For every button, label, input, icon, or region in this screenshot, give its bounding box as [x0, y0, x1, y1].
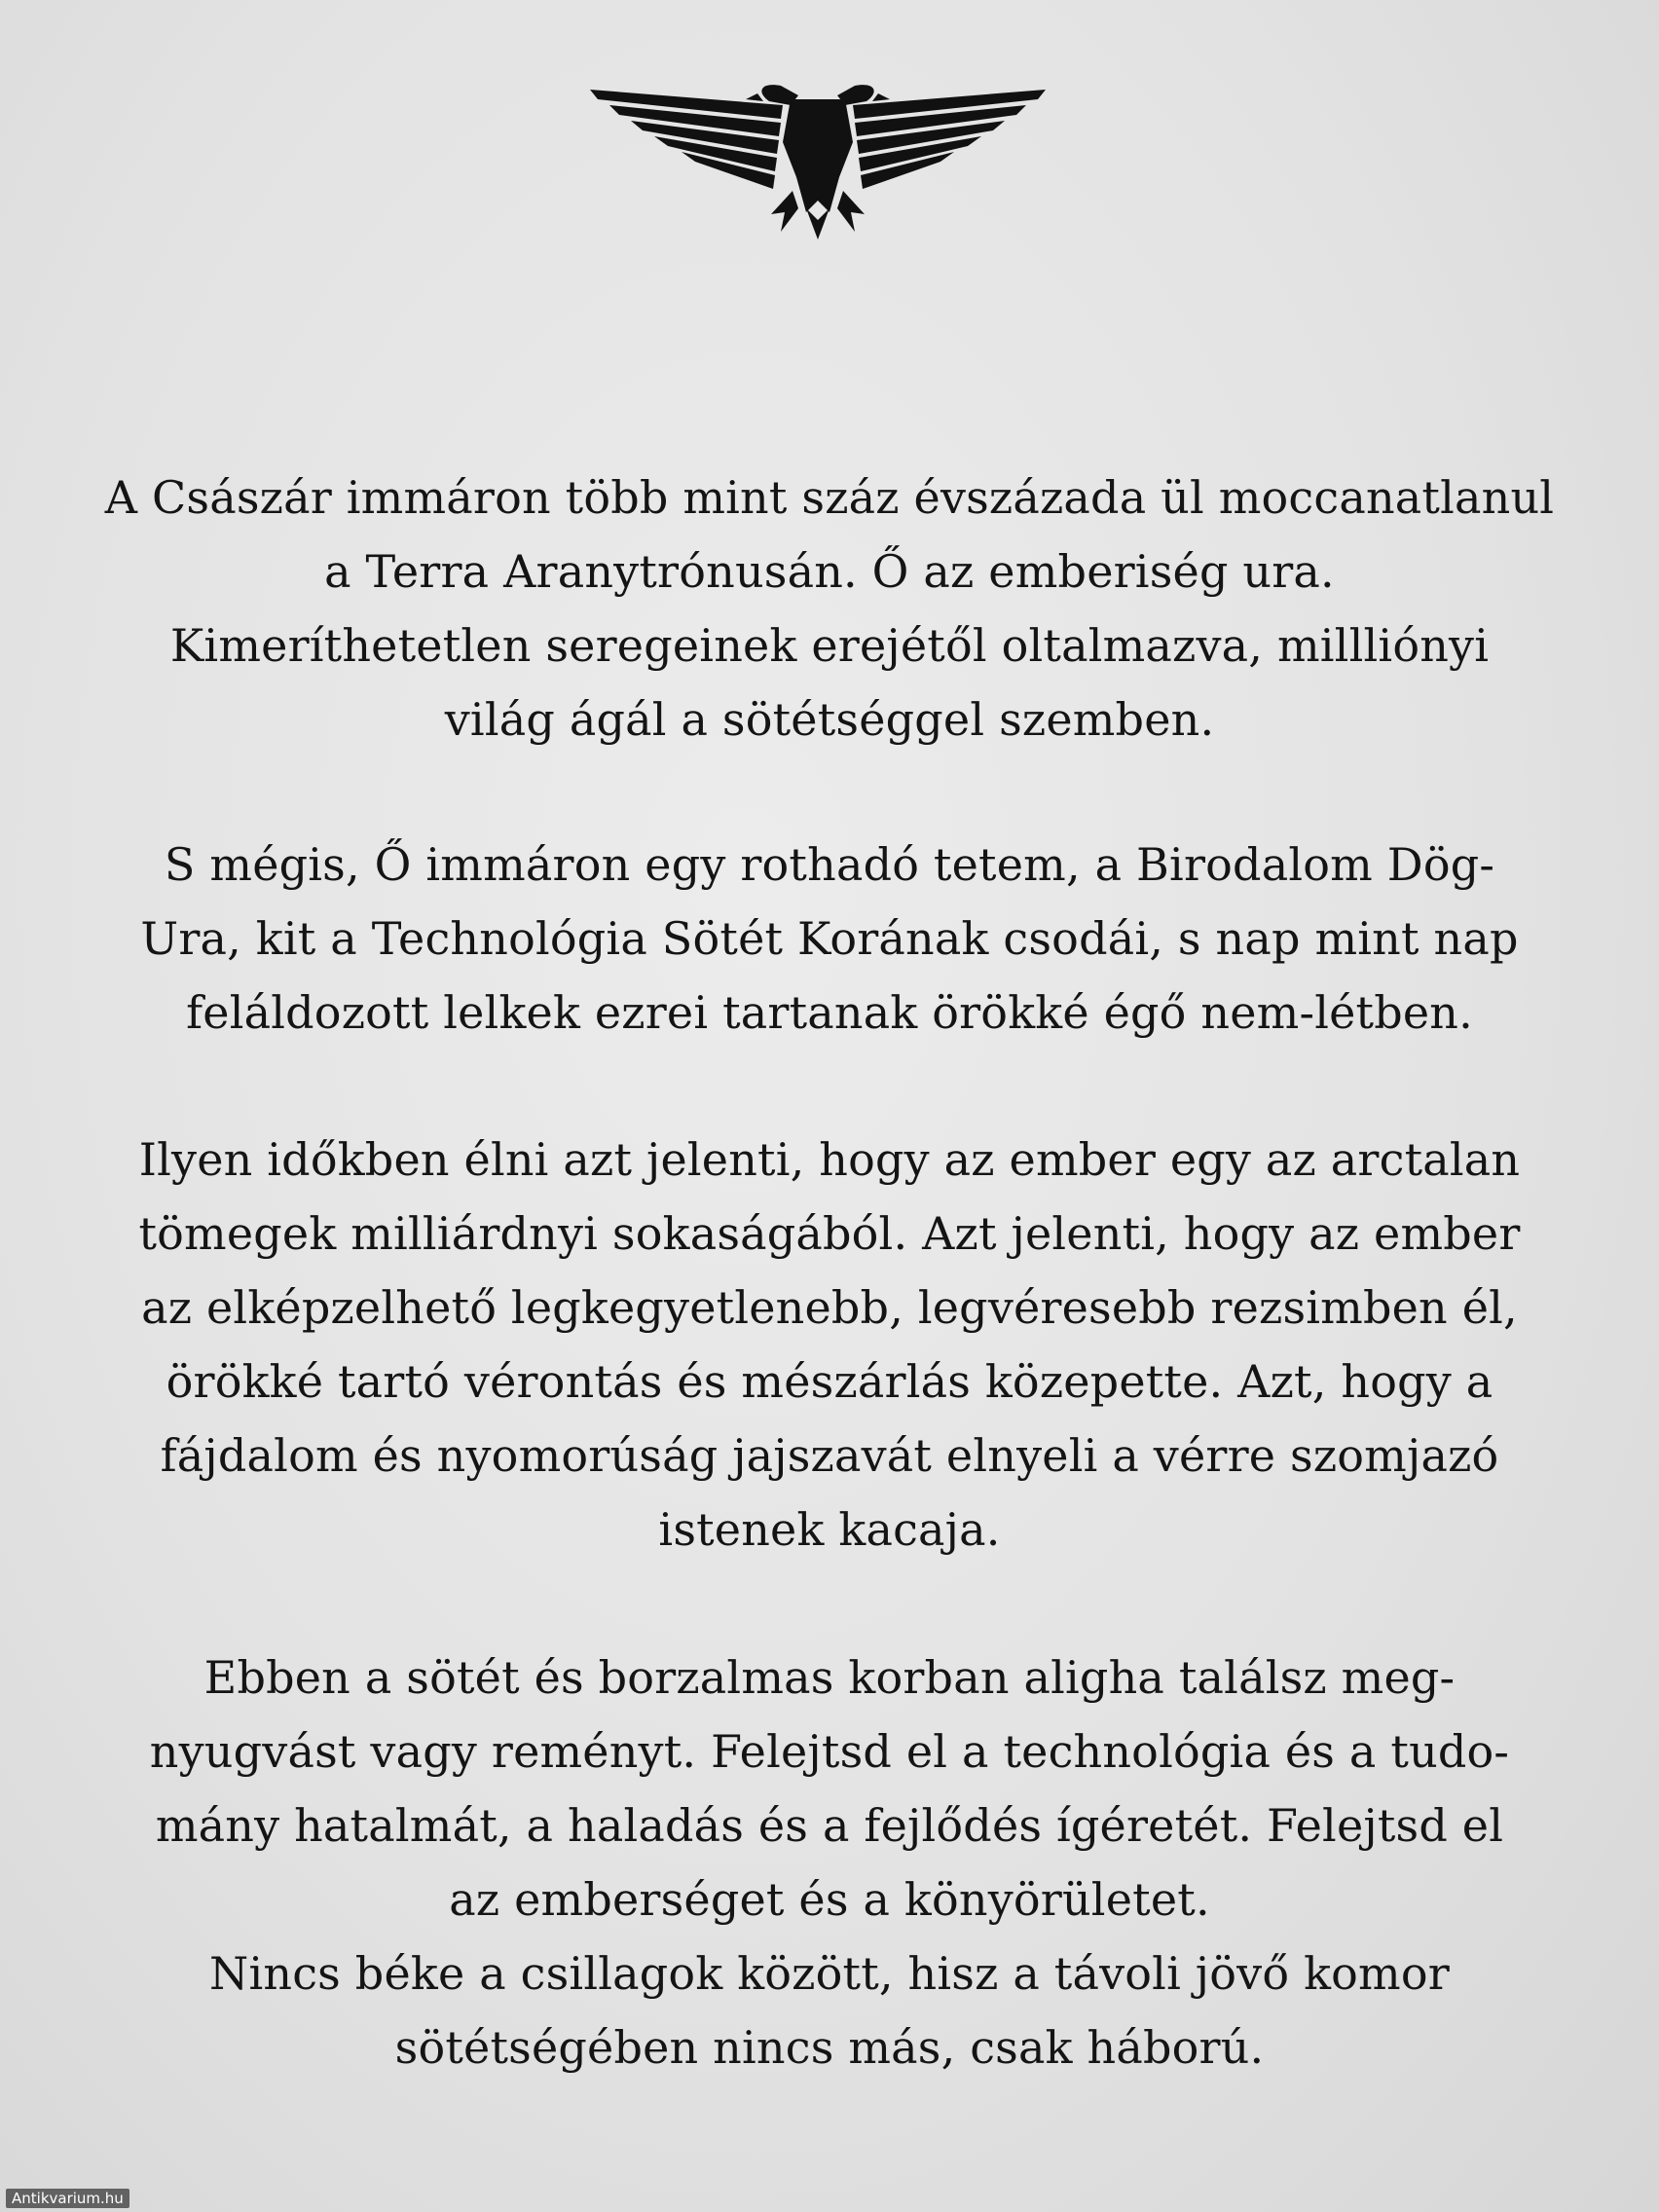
text-line: tömegek milliárdnyi sokaságából. Azt jelenti, hogy az ember — [138, 1207, 1521, 1260]
only-war-paragraph — [68, 1641, 1591, 2084]
intro-paragraph — [68, 461, 1591, 756]
text-line: a Terra Aranytrónusán. Ő az emberiség ura. — [324, 545, 1335, 598]
text-line: S mégis, Ő immáron egy rothadó tetem, a Birodalom Dög- — [164, 838, 1495, 891]
text-line: A Császár immáron több mint száz évszázada ül moccanatlanul — [104, 471, 1555, 524]
text-line: az emberséget és a könyörületet. — [449, 1873, 1210, 1926]
text-line: Ura, kit a Technológia Sötét Korának csodái, s nap mint nap — [140, 912, 1519, 965]
text-line: örökké tartó vérontás és mészárlás közepette. Azt, hogy a — [166, 1355, 1493, 1408]
text-line: Ilyen időkben élni azt jelenti, hogy az ember egy az arctalan — [138, 1133, 1521, 1186]
living-in-times-paragraph — [68, 1123, 1591, 1567]
text-line: Nincs béke a csillagok között, hisz a távoli jövő komor — [209, 1947, 1450, 2000]
text-line: feláldozott lelkek ezrei tartanak örökké égő nem-létben. — [186, 986, 1473, 1039]
text-line: Ebben a sötét és borzalmas korban aligha találsz meg- — [203, 1651, 1456, 1704]
text-line: istenek kacaja. — [658, 1503, 1001, 1556]
imperial-aquila-icon — [590, 84, 1046, 240]
text-line: sötétségében nincs más, csak háború. — [394, 2021, 1265, 2074]
corpse-emperor-paragraph — [68, 828, 1591, 1050]
text-line: mány hatalmát, a haladás és a fejlődés ígéretét. Felejtsd el — [155, 1799, 1504, 1852]
text-line: nyugvást vagy reményt. Felejtsd el a technológia és a tudo- — [149, 1725, 1510, 1778]
text-line: világ ágál a sötétséggel szemben. — [444, 693, 1215, 746]
watermark: Antikvarium.hu — [6, 2189, 129, 2208]
text-line: Kimeríthetetlen seregeinek erejétől oltalmazva, millliónyi — [169, 619, 1490, 672]
text-line: fájdalom és nyomorúság jajszavát elnyeli a vérre szomjazó — [160, 1429, 1499, 1482]
text-line: az elképzelhető legkegyetlenebb, legvéresebb rezsimben él, — [141, 1281, 1518, 1334]
